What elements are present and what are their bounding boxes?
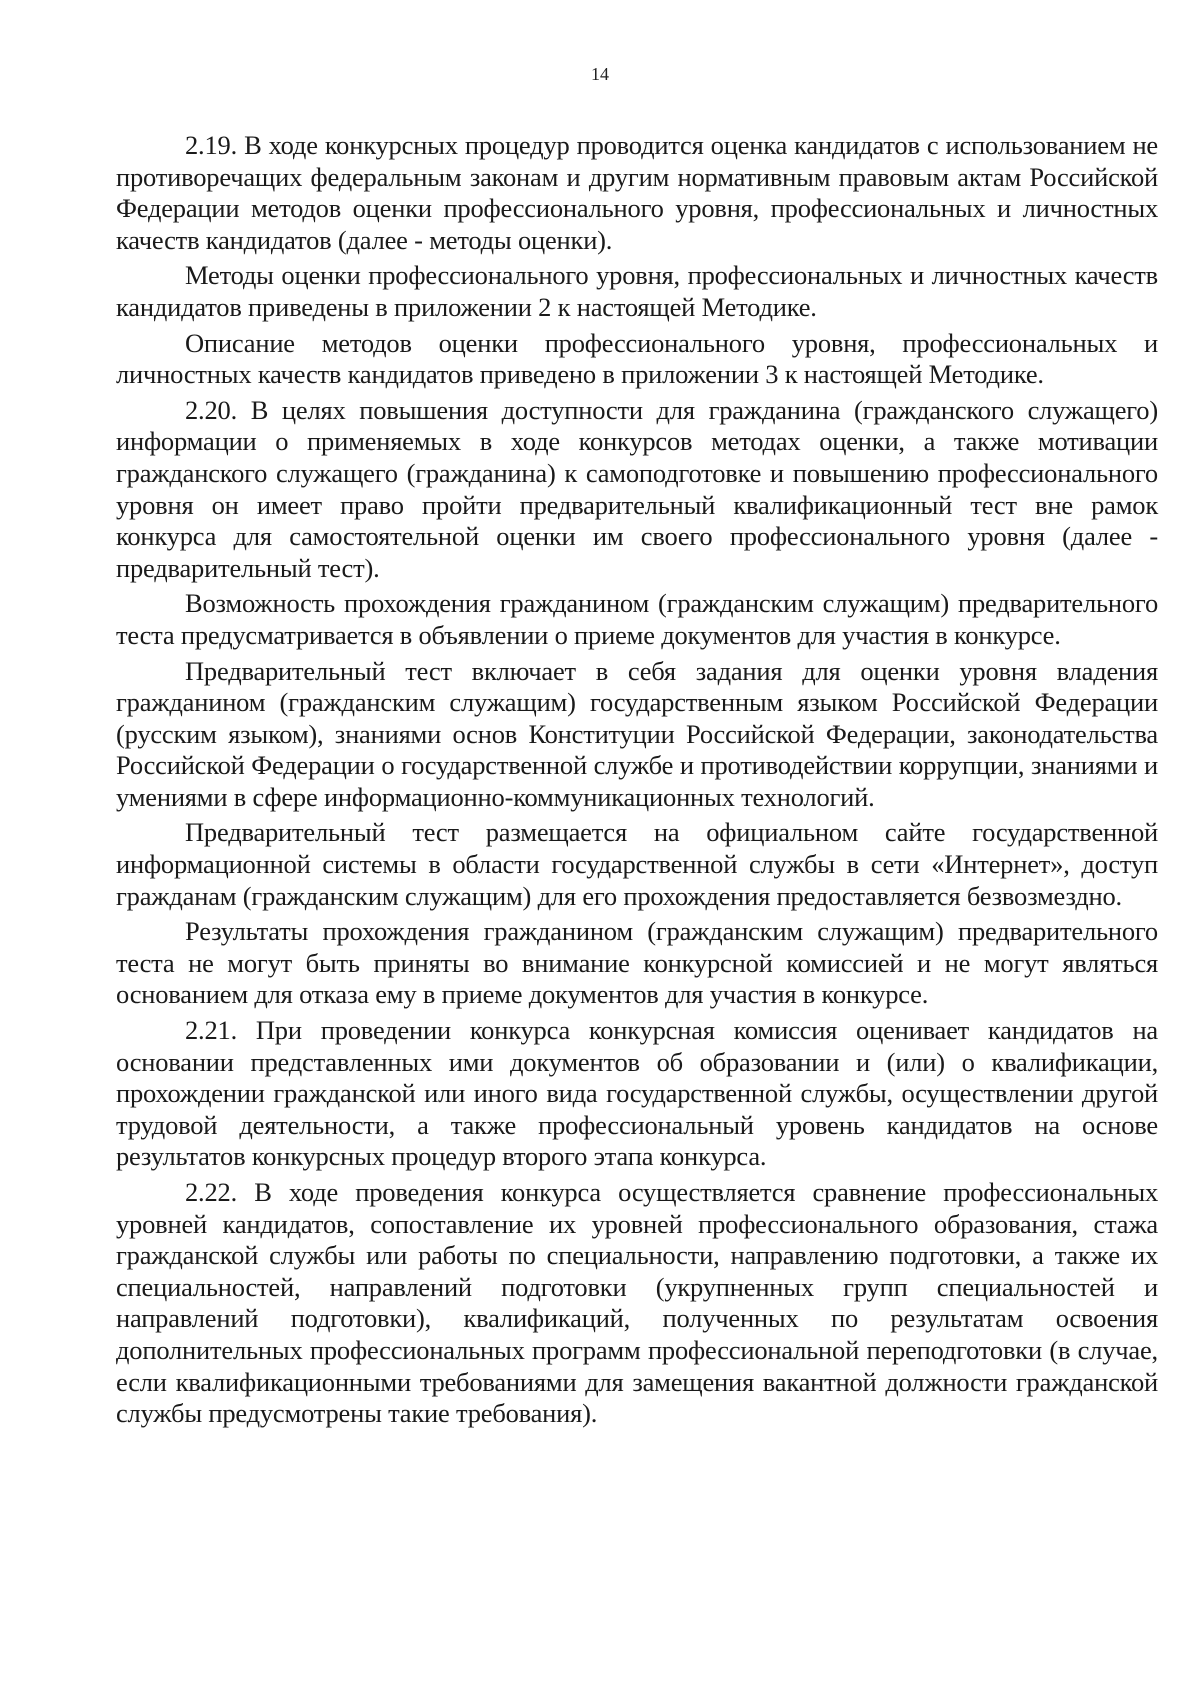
document-body <box>116 130 1158 1434</box>
paragraph-test-placement: Предварительный тест размещается на официальном сайте государственной информационной системы в области государственной службы в сети «Интернет», доступ гражданам (гражданским служащим) для его прохождения предоставляется безвозмездно. <box>116 817 1158 911</box>
paragraph-test-results: Результаты прохождения гражданином (гражданским служащим) предварительного теста не могут быть приняты во внимание конкурсной комиссией и не могут являться основанием для отказа ему в приеме документов для участия в конкурсе. <box>116 916 1158 1010</box>
page-number: 14 <box>591 64 609 84</box>
paragraph-methods-appendix-2: Методы оценки профессионального уровня, профессиональных и личностных качеств кандидатов приведены в приложении 2 к настоящей Методике. <box>116 260 1158 322</box>
paragraph-2-22: 2.22. В ходе проведения конкурса осуществляется сравнение профессиональных уровней кандидатов, сопоставление их уровней профессионального образования, стажа гражданской службы или работы по специальности, направлению подготовки, а также их специальностей, направлений подготовки (укрупненных групп специальностей и направлений подготовки), квалификаций, полученных по результатам освоения дополнительных профессиональных программ профессиональной переподготовки (в случае, если квалификационными требованиями для замещения вакантной должности гражданской службы предусмотрены такие требования). <box>116 1177 1158 1429</box>
paragraph-2-19: 2.19. В ходе конкурсных процедур проводится оценка кандидатов с использованием не противоречащих федеральным законам и другим нормативным правовым актам Российской Федерации методов оценки профессионального уровня, профессиональных и личностных качеств кандидатов (далее - методы оценки). <box>116 130 1158 255</box>
paragraph-test-announcement: Возможность прохождения гражданином (гражданским служащим) предварительного теста предусматривается в объявлении о приеме документов для участия в конкурсе. <box>116 588 1158 650</box>
paragraph-2-21: 2.21. При проведении конкурса конкурсная комиссия оценивает кандидатов на основании представленных ими документов об образовании и (или) о квалификации, прохождении гражданской или иного вида государственной службы, осуществлении другой трудовой деятельности, а также профессиональный уровень кандидатов на основе результатов конкурсных процедур второго этапа конкурса. <box>116 1015 1158 1172</box>
paragraph-methods-appendix-3: Описание методов оценки профессионального уровня, профессиональных и личностных качеств кандидатов приведено в приложении 3 к настоящей Методике. <box>116 327 1158 390</box>
paragraph-test-contents: Предварительный тест включает в себя задания для оценки уровня владения гражданином (гражданским служащим) государственным языком Российской Федерации (русским языком), знаниями основ Конституции Российской Федерации, законодательства Российской Федерации о государственной службе и противодействии коррупции, знаниями и умениями в сфере информационно-коммуникационных технологий. <box>116 655 1158 812</box>
paragraph-2-20: 2.20. В целях повышения доступности для гражданина (гражданского служащего) информации о применяемых в ходе конкурсов методах оценки, а также мотивации гражданского служащего (гражданина) к самоподготовке и повышению профессионального уровня он имеет право пройти предварительный квалификационный тест вне рамок конкурса для самостоятельной оценки им своего профессионального уровня (далее - предварительный тест). <box>116 394 1158 583</box>
